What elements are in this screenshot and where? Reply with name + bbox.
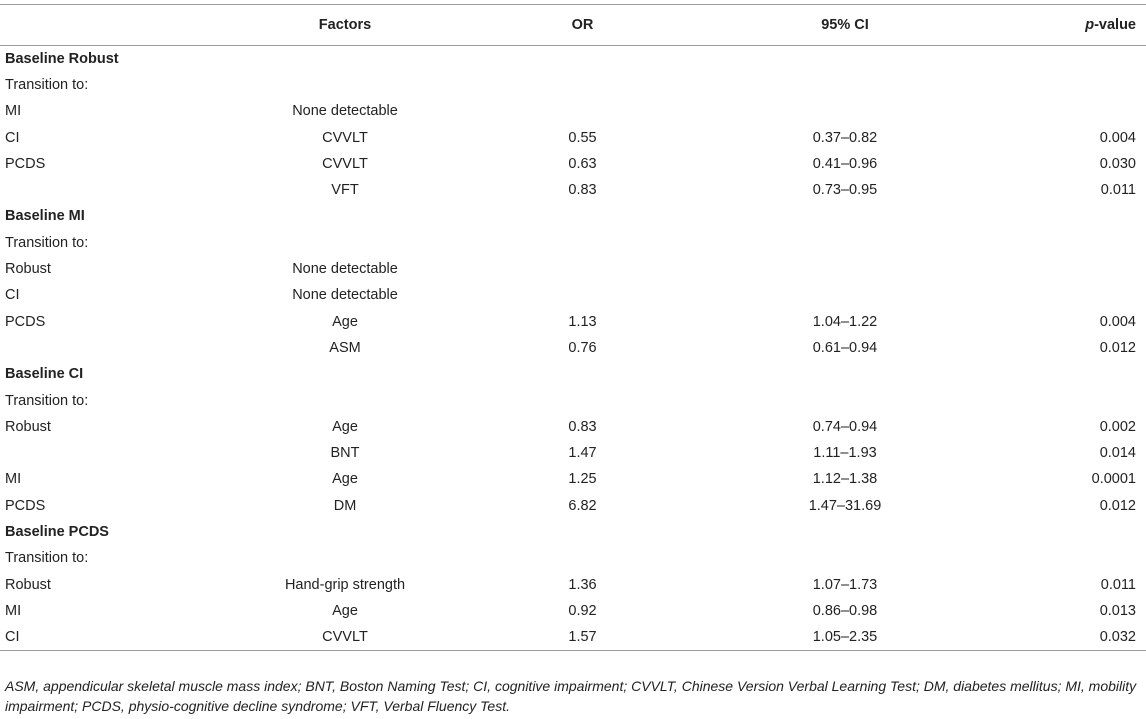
cell-state: PCDS [5,313,46,330]
section-label: Baseline PCDS [5,523,109,540]
header-factors: Factors [318,17,372,33]
cell-p-value: 0.0001 [1091,471,1136,488]
header-row [0,5,1146,46]
section-label: Baseline MI [5,208,85,225]
transition-label: Transition to: [5,550,89,567]
section-row [0,361,1146,387]
cell-ci: 1.07–1.73 [812,576,878,593]
cell-state: CI [5,628,20,645]
cell-or: 6.82 [568,497,597,514]
transition-label: Transition to: [5,76,89,93]
cell-ci [705,282,985,308]
cell-or: 1.47 [568,445,597,462]
cell-ci [705,98,985,124]
cell-p-value: 0.014 [1099,445,1136,462]
results-table [0,4,1146,651]
cell-or: 0.92 [568,602,597,619]
cell-factor: CVVLT [322,155,368,172]
cell-ci: 1.11–1.93 [813,445,877,462]
cell-ci: 0.86–0.98 [812,602,878,619]
subheader-row [0,545,1146,571]
cell-p-value: 0.011 [1100,576,1136,593]
cell-or: 0.55 [568,129,597,146]
cell-factor: BNT [330,445,360,462]
cell-p-value: 0.011 [1100,182,1136,199]
table-row [0,466,1146,492]
section-label: Baseline CI [5,366,84,383]
cell-factor: Age [332,602,358,619]
table-row [0,151,1146,177]
cell-or: 1.36 [568,576,597,593]
cell-p-value [985,98,1146,124]
subheader-row [0,72,1146,98]
cell-ci: 1.04–1.22 [812,313,878,330]
table-row [0,256,1146,282]
cell-or: 1.13 [568,313,597,330]
header-p-value [985,5,1146,46]
cell-state: MI [5,602,22,619]
table-body [0,46,1146,651]
section-row [0,46,1146,72]
cell-factor: DM [333,497,357,514]
table-footnote: ASM, appendicular skeletal muscle mass index; BNT, Boston Naming Test; CI, cognitive impairment; CVVLT, Chinese Version Verbal Learning Test; DM, diabetes mellitus; MI, mobility impairment; PCDS, physio-cognitive decline syndrome; VFT, Verbal Fluency Test. [5,678,1137,714]
cell-p-value: 0.004 [1099,313,1136,330]
cell-p-value: 0.032 [1099,628,1136,645]
cell-p-value: 0.013 [1099,602,1136,619]
cell-or: 0.83 [568,418,597,435]
header-ci: 95% CI [821,17,869,33]
subheader-row [0,230,1146,256]
cell-ci: 0.74–0.94 [812,418,878,435]
cell-state: Robust [5,418,51,435]
cell-state: MI [5,471,22,488]
cell-factor: CVVLT [322,628,368,645]
cell-ci: 0.61–0.94 [812,339,878,356]
table-row [0,440,1146,466]
cell-factor: VFT [331,182,359,199]
cell-p-value [985,256,1146,282]
table-row [0,571,1146,597]
cell-state: CI [5,129,20,146]
table-header [0,5,1146,46]
cell-factor: None detectable [292,261,398,278]
cell-ci: 1.47–31.69 [808,497,882,514]
cell-or [460,282,705,308]
cell-factor: Age [332,418,358,435]
cell-state: MI [5,103,22,120]
cell-p-value [985,282,1146,308]
cell-factor: ASM [329,339,361,356]
cell-state: Robust [5,576,51,593]
cell-state [0,177,230,203]
cell-p-value: 0.012 [1099,497,1136,514]
cell-ci [705,256,985,282]
cell-p-value: 0.012 [1099,339,1136,356]
cell-or: 1.57 [568,628,597,645]
cell-state [0,440,230,466]
header-or: OR [571,17,594,33]
header-p-rest: -value [1094,17,1136,33]
cell-p-value: 0.002 [1099,418,1136,435]
cell-or: 0.83 [568,182,597,199]
table-row [0,308,1146,334]
subheader-row [0,387,1146,413]
table-row [0,624,1146,650]
table-row [0,124,1146,150]
cell-or: 0.63 [568,155,597,172]
cell-factor: CVVLT [322,129,368,146]
cell-state: PCDS [5,155,46,172]
transition-label: Transition to: [5,234,89,251]
cell-p-value: 0.030 [1099,155,1136,172]
header-p-italic: p [1085,17,1095,33]
section-row [0,519,1146,545]
cell-ci: 1.12–1.38 [812,471,878,488]
transition-label: Transition to: [5,392,89,409]
cell-ci: 0.41–0.96 [812,155,878,172]
table-row [0,282,1146,308]
cell-or: 0.76 [568,339,597,356]
cell-or: 1.25 [568,471,597,488]
cell-factor: Age [332,313,358,330]
cell-factor: Age [332,471,358,488]
cell-state: PCDS [5,497,46,514]
cell-p-value: 0.004 [1099,129,1136,146]
cell-or [460,98,705,124]
cell-factor: None detectable [292,287,398,304]
cell-factor: Hand-grip strength [284,576,406,593]
cell-state: Robust [5,261,51,278]
cell-ci: 0.73–0.95 [812,182,878,199]
cell-factor: None detectable [292,103,398,120]
header-state [0,5,230,46]
cell-ci: 1.05–2.35 [812,628,878,645]
section-label: Baseline Robust [5,50,119,67]
table-row [0,598,1146,624]
cell-or [460,256,705,282]
table-row [0,414,1146,440]
table-row [0,335,1146,361]
cell-state [0,335,230,361]
section-row [0,203,1146,229]
table-row [0,177,1146,203]
table-row [0,98,1146,124]
cell-state: CI [5,287,20,304]
table-row [0,493,1146,519]
cell-ci: 0.37–0.82 [812,129,878,146]
